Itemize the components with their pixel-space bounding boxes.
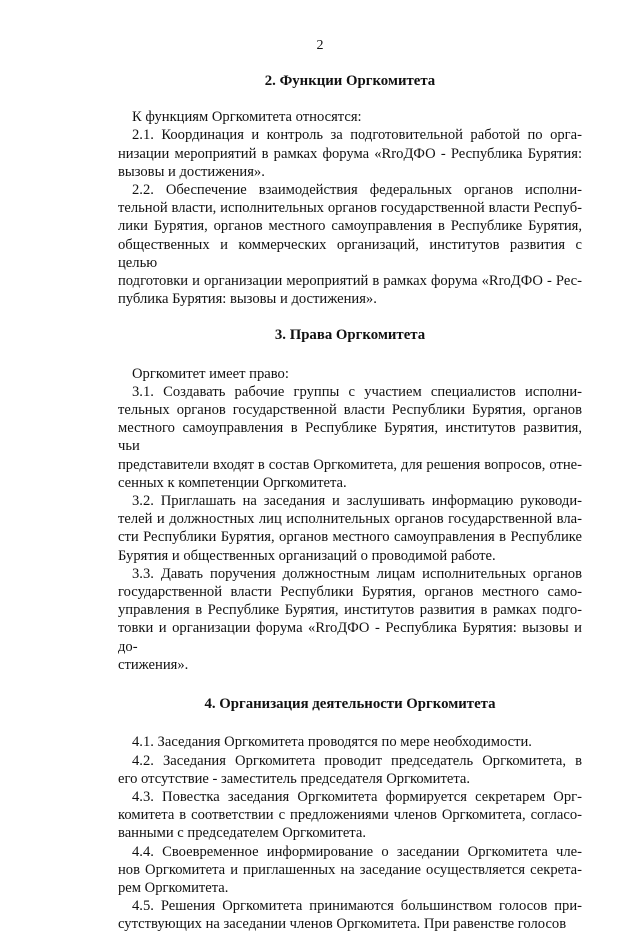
paragraph (118, 126, 582, 181)
text-line: 3.1. Создавать рабочие группы с участием специалистов исполни- (132, 383, 582, 400)
text-line: 4.4. Своевременное информирование о заседании Оргкомитета чле- (132, 843, 582, 860)
text-line: тельной власти, исполнительных органов государственной власти Респуб- (118, 200, 582, 217)
text-line: 2.1. Координация и контроль за подготовительной работой по орга- (132, 127, 582, 144)
text-line: Бурятия и общественных организаций о проводимой работе. (118, 547, 496, 564)
text-line: представители входят в состав Оргкомитета, для решения вопросов, отне- (118, 456, 582, 473)
text-line: тельных органов государственной власти Республики Бурятия, органов (118, 402, 582, 419)
paragraph (118, 733, 582, 751)
page-number: 2 (316, 38, 324, 53)
text-line: лики Бурятия, органов местного самоуправления в Республике Бурятия, (118, 218, 582, 235)
text-line: комитета в соответствии с предложениями членов Оргкомитета, согласо- (118, 807, 582, 824)
text-line: подготовки и организации мероприятий в рамках форума «RroДФО - Рес- (118, 273, 582, 290)
text-line: 2.2. Обеспечение взаимодействия федеральных органов исполни- (132, 182, 582, 199)
paragraph (118, 383, 582, 492)
text-line: нов Оргкомитета и приглашенных на заседание осуществляется секрета- (118, 861, 582, 878)
text-line: К функциям Оргкомитета относятся: (132, 109, 362, 126)
text-line: общественных и коммерческих организаций, институтов развития с целью (118, 236, 582, 271)
text-line: государственной власти Республики Бурятия, органов местного само- (118, 584, 582, 601)
text-line: 3.2. Приглашать на заседания и заслушивать информацию руководи- (132, 493, 582, 510)
text-line: сенных к компетенции Оргкомитета. (118, 474, 347, 491)
text-line: телей и должностных лиц исполнительных органов государственной вла- (118, 511, 582, 528)
document-body (118, 72, 582, 934)
text-line: низации мероприятий в рамках форума «RroДФО - Республика Бурятия: (118, 145, 582, 162)
paragraph (118, 492, 582, 565)
text-line: Оргкомитет имеет право: (132, 365, 289, 382)
text-line: управления в Республике Бурятия, институтов развития в рамках подго- (118, 602, 582, 619)
paragraph (118, 897, 582, 933)
section-heading: 4. Организация деятельности Оргкомитета (204, 696, 496, 713)
text-line: рем Оргкомитета. (118, 879, 229, 896)
text-line: публика Бурятия: вызовы и достижения». (118, 291, 377, 308)
text-line: 4.5. Решения Оргкомитета принимаются большинством голосов при- (132, 898, 582, 915)
text-line: 4.3. Повестка заседания Оргкомитета формируется секретарем Орг- (132, 788, 582, 805)
paragraph (118, 365, 582, 383)
text-line: 3.3. Давать поручения должностным лицам исполнительных органов (132, 565, 582, 582)
paragraph (118, 788, 582, 843)
text-line: вызовы и достижения». (118, 163, 265, 180)
paragraph (118, 752, 582, 788)
text-line: 4.1. Заседания Оргкомитета проводятся по мере необходимости. (132, 734, 532, 751)
text-line: ванными с председателем Оргкомитета. (118, 825, 366, 842)
text-line: его отсутствие - заместитель председателя Оргкомитета. (118, 770, 471, 787)
paragraph (118, 843, 582, 898)
text-line: сутствующих на заседании членов Оргкомитета. При равенстве голосов (118, 916, 567, 933)
text-line: 4.2. Заседания Оргкомитета проводит председатель Оргкомитета, в (132, 752, 582, 769)
paragraph (118, 565, 582, 674)
paragraph (118, 108, 582, 126)
section-heading: 3. Права Оргкомитета (274, 327, 426, 344)
text-line: сти Республики Бурятия, органов местного самоуправления в Республике (118, 529, 582, 546)
text-line: местного самоуправления в Республике Бурятия, институтов развития, чьи (118, 420, 582, 455)
text-line: стижения». (118, 656, 189, 673)
text-line: товки и организации форума «RroДФО - Республика Бурятия: вызовы и до- (118, 620, 582, 655)
section-heading: 2. Функции Оргкомитета (264, 73, 436, 89)
paragraph (118, 181, 582, 308)
